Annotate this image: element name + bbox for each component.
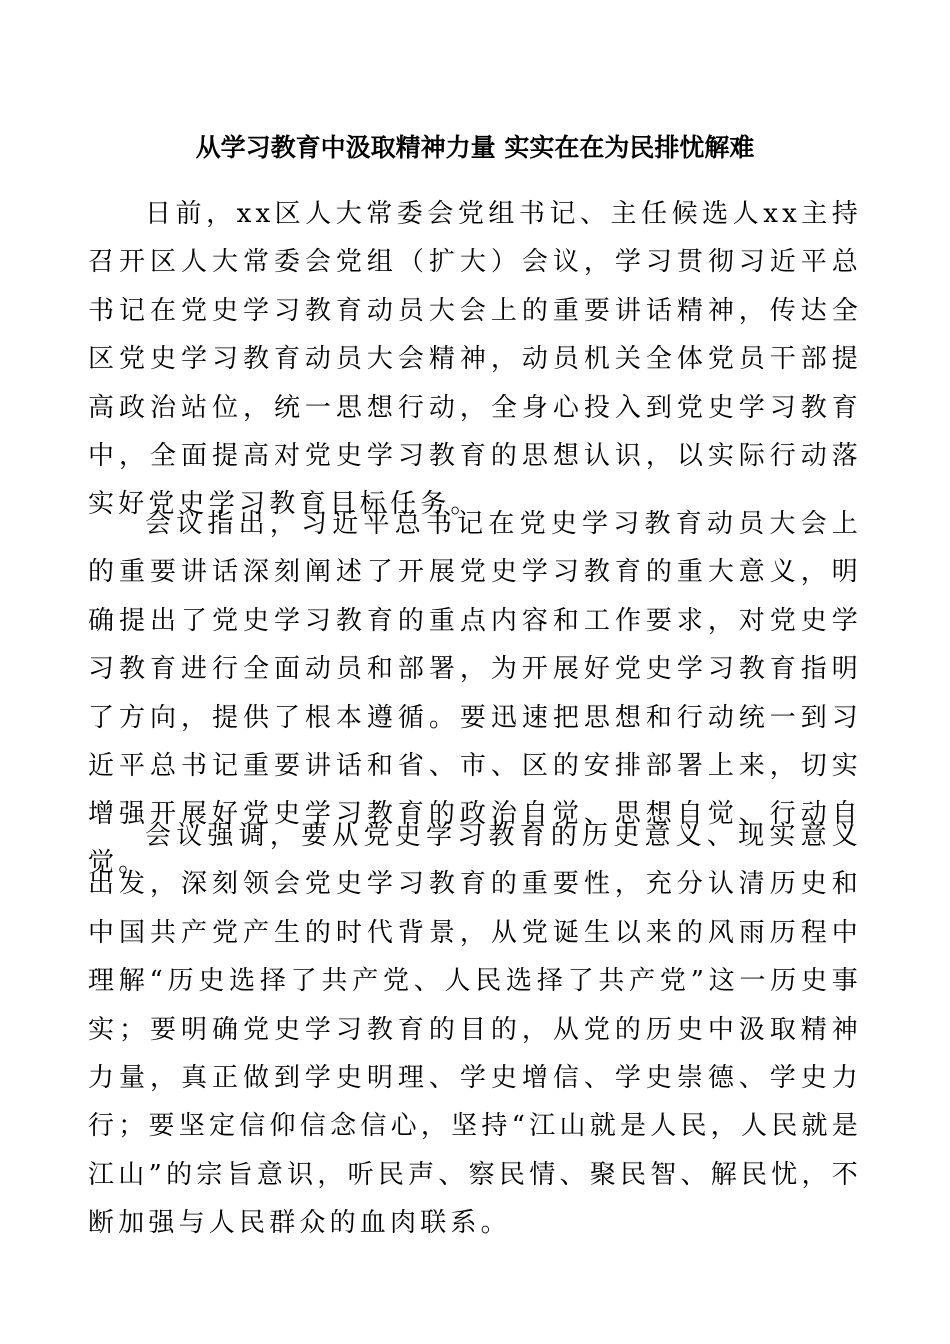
- document-title: 从学习教育中汲取精神力量 实实在在为民排忧解难: [195, 133, 755, 162]
- paragraph-1: 日前，xx区人大常委会党组书记、主任候选人xx主持召开区人大常委会党组（扩大）会议，学习贯彻习近平总书记在党史学习教育动员大会上的重要讲话精神，传达全区党史学习教育动员大会精神，动员机关全体党员干部提高政治站位，统一思想行动，全身心投入到党史学习教育中，全面提高对党史学习教育的思想认识，以实际行动落实好党史学习教育目标任务。: [88, 199, 862, 520]
- paragraph-3: 会议强调，要从党史学习教育的历史意义、现实意义出发，深刻领会党史学习教育的重要性，充分认清历史和中国共产党产生的时代背景，从党诞生以来的风雨历程中理解“历史选择了共产党、人民选择了共产党”这一历史事实；要明确党史学习教育的目的，从党的历史中汲取精神力量，真正做到学史明理、学史增信、学史崇德、学史力行；要坚定信仰信念信心，坚持“江山就是人民，人民就是江山”的宗旨意识，听民声、察民情、聚民智、解民忧，不断加强与人民群众的血肉联系。: [88, 821, 862, 1239]
- paragraph-2: 会议指出，习近平总书记在党史学习教育动员大会上的重要讲话深刻阐述了开展党史学习教育的重大意义，明确提出了党史学习教育的重点内容和工作要求，对党史学习教育进行全面动员和部署，为开展好党史学习教育指明了方向，提供了根本遵循。要迅速把思想和行动统一到习近平总书记重要讲话和省、市、区的安排部署上来，切实增强开展好党史学习教育的政治自觉、思想自觉、行动自觉。: [88, 509, 862, 878]
